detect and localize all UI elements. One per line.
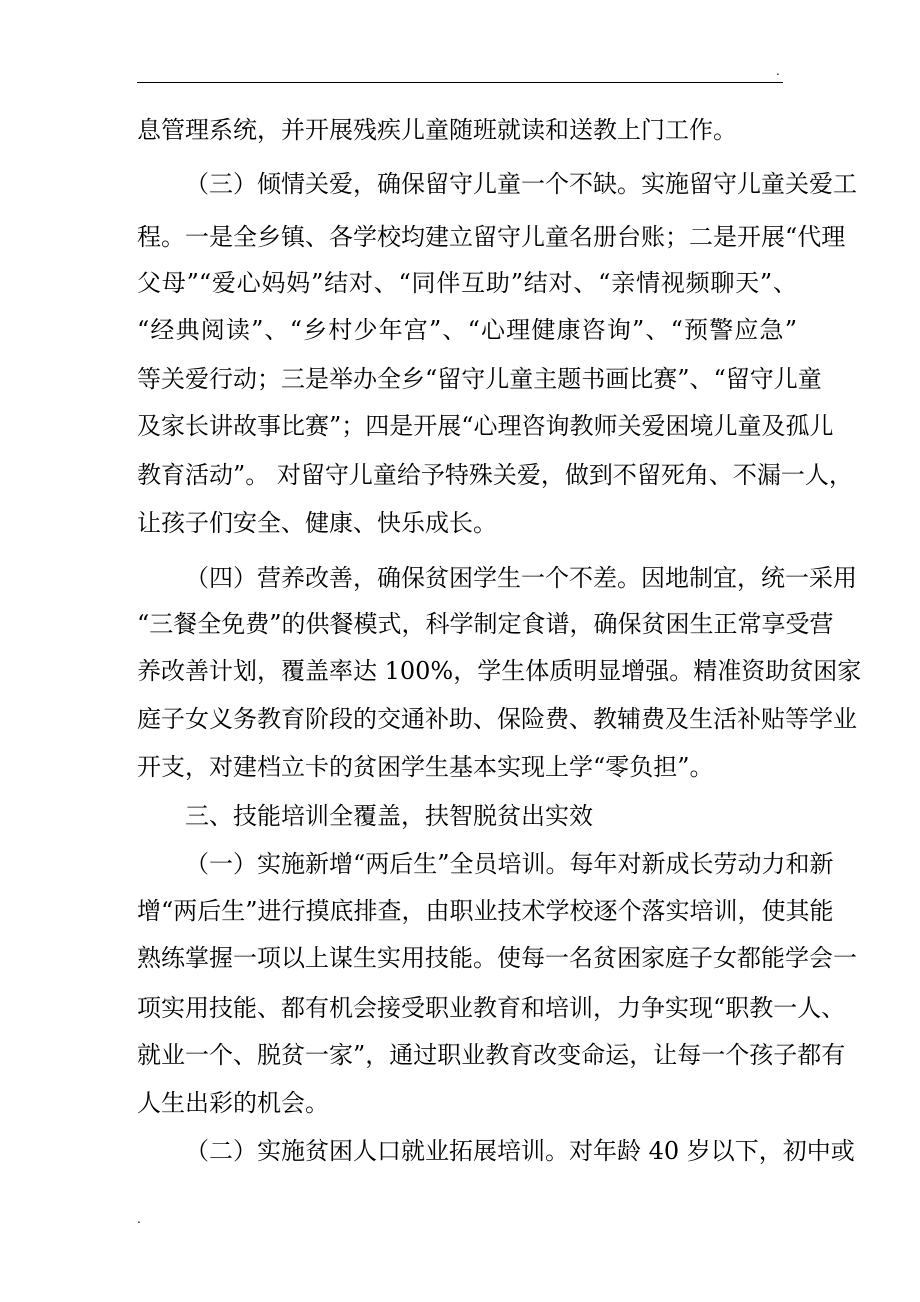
paragraph-line: 教育活动”。 对留守儿童给予特殊关爱，做到不留死角、不漏一人，	[137, 461, 853, 489]
paragraph-line: 熟练掌握一项以上谋生实用技能。使每一名贫困家庭子女都能学会一	[137, 944, 857, 972]
paragraph-line: 等关爱行动；三是举办全乡“留守儿童主题书画比赛”、“留守儿童	[137, 365, 822, 393]
paragraph-line: 养改善计划，覆盖率达 100%，学生体质明显增强。精准资助贫困家	[137, 657, 862, 685]
paragraph-line: “三餐全免费”的供餐模式，科学制定食谱，确保贫困生正常享受营	[137, 610, 834, 638]
paragraph-line: 就业一个、脱贫一家”，通过职业教育改变命运，让每一个孩子都有	[137, 1041, 846, 1069]
header-mark: .	[776, 64, 780, 78]
paragraph-line: 增“两后生”进行摸底排查，由职业技术学校逐个落实培训，使其能	[137, 897, 834, 925]
paragraph-line: （一）实施新增“两后生”全员培训。每年对新成长劳动力和新	[185, 850, 834, 878]
paragraph-line: 让孩子们安全、健康、快乐成长。	[137, 509, 497, 537]
paragraph-line: 息管理系统，并开展残疾儿童随班就读和送教上门工作。	[137, 116, 737, 144]
section-heading: 三、技能培训全覆盖，扶智脱贫出实效	[185, 802, 593, 830]
paragraph-line: 项实用技能、都有机会接受职业教育和培训，力争实现“职教一人、	[137, 994, 846, 1022]
footer-mark: .	[137, 1212, 141, 1226]
paragraph-line: 开支，对建档立卡的贫困学生基本实现上学“零负担”。	[137, 753, 714, 781]
paragraph-line: （三）倾情关爱，确保留守儿童一个不缺。实施留守儿童关爱工	[185, 170, 857, 198]
paragraph-line: 庭子女义务教育阶段的交通补助、保险费、教辅费及生活补贴等学业	[137, 705, 857, 733]
paragraph-line: （二）实施贫困人口就业拓展培训。对年龄 40 岁以下，初中或	[185, 1137, 855, 1165]
paragraph-line: 程。一是全乡镇、各学校均建立留守儿童名册台账；二是开展“代理	[137, 223, 846, 251]
paragraph-line: 及家长讲故事比赛”；四是开展“心理咨询教师关爱困境儿童及孤儿	[137, 412, 834, 440]
paragraph-line: “经典阅读”、“乡村少年宫”、“心理健康咨询”、“预警应急”	[137, 316, 797, 344]
paragraph-line: 人生出彩的机会。	[137, 1089, 329, 1117]
paragraph-line: 父母”“爱心妈妈”结对、“同伴互助”结对、“亲情视频聊天”、	[137, 269, 797, 297]
paragraph-line: （四）营养改善，确保贫困学生一个不差。因地制宜，统一采用	[185, 564, 857, 592]
header-rule	[137, 82, 783, 83]
